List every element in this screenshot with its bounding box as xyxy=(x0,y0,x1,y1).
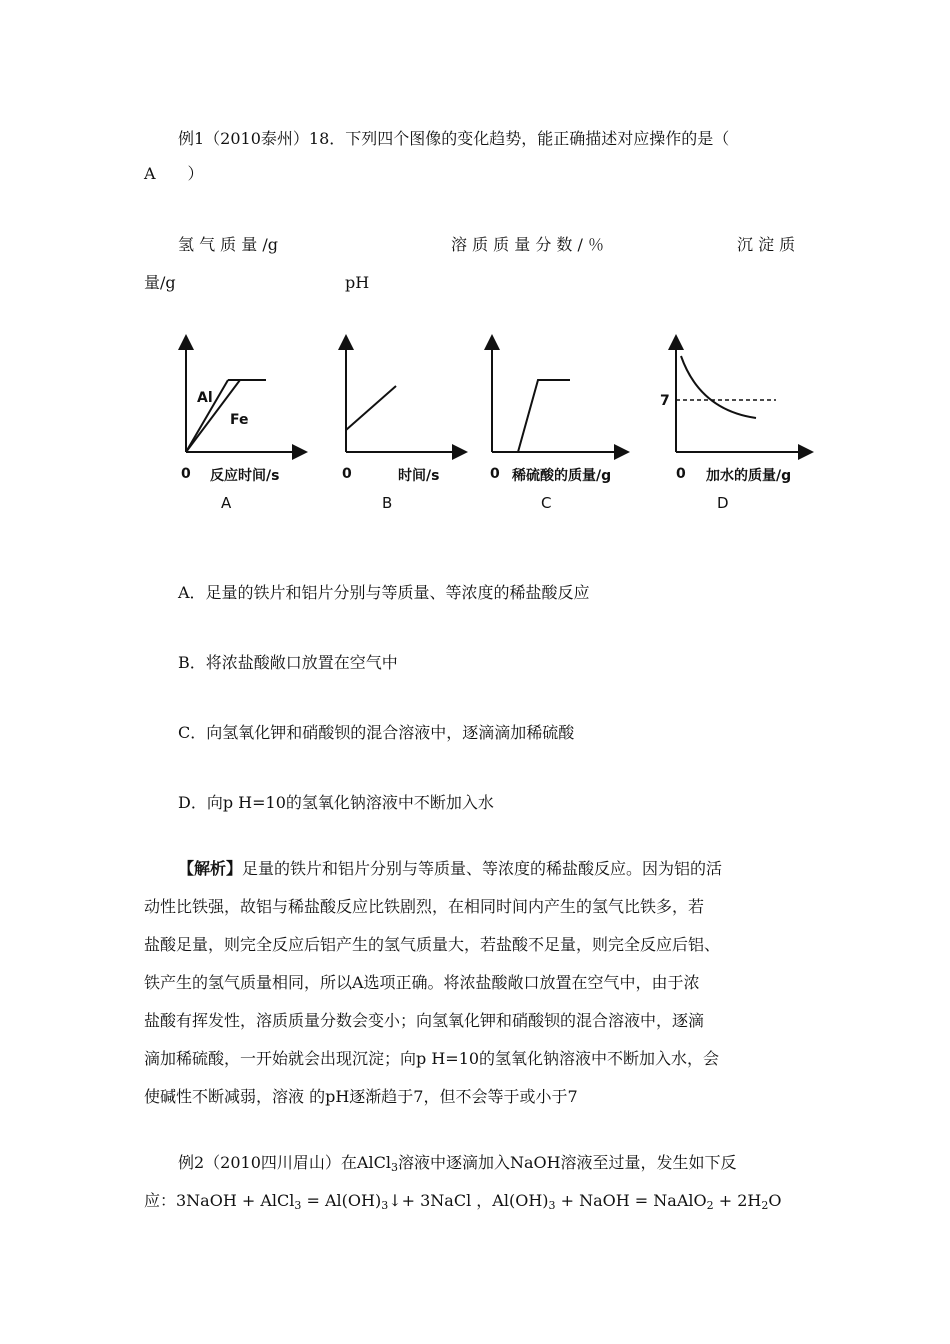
analysis-text-1: 足量的铁片和铝片分别与等质量、等浓度的稀盐酸反应。因为铝的活 xyxy=(242,859,723,878)
example2-sub-2a: 3 xyxy=(294,1199,302,1212)
graph-c-xlabel: 稀硫酸的质量/g xyxy=(512,468,612,484)
analysis-line-2: 动性比铁强，故铝与稀盐酸反应比铁剧烈，在相同时间内产生的氢气比铁多，若 xyxy=(144,897,705,916)
option-d: D．向p H=10的氢氧化钠溶液中不断加入水 xyxy=(178,793,494,812)
graph-a-label-al: Al xyxy=(197,390,213,406)
example2-sub-2e: 2 xyxy=(761,1199,769,1212)
analysis-line-7: 使碱性不断减弱，溶液 的pH逐渐趋于7，但不会等于或小于7 xyxy=(144,1087,578,1106)
question-answer-line: A ） xyxy=(144,164,204,183)
graph-c-line xyxy=(518,380,570,452)
graph-a-origin: 0 xyxy=(181,466,191,482)
graph-c-letter: C xyxy=(541,494,552,512)
graph-b-origin: 0 xyxy=(342,466,352,482)
example2-text-2d: + NaOH = NaAlO xyxy=(555,1191,707,1210)
analysis-tag: 【解析】 xyxy=(178,859,243,878)
graph-a-xlabel: 反应时间/s xyxy=(210,468,280,484)
question-line-1: 例1（2010泰州）18．下列四个图像的变化趋势，能正确描述对应操作的是（ xyxy=(178,129,730,148)
graph-d-curve xyxy=(681,356,756,418)
example2-text-2e: + 2H xyxy=(713,1191,762,1210)
example2-text-1b: 溶液中逐滴加入NaOH溶液至过量，发生如下反 xyxy=(397,1153,737,1172)
graph-d-xlabel: 加水的质量/g xyxy=(706,468,792,484)
example2-text-1a: 例2（2010四川眉山）在AlCl xyxy=(178,1153,391,1172)
example2-text-2c: ↓+ 3NaCl ，Al(OH) xyxy=(388,1191,549,1210)
graph-d xyxy=(676,342,806,452)
option-a: A．足量的铁片和铝片分别与等质量、等浓度的稀盐酸反应 xyxy=(178,583,590,602)
example2-line-2 xyxy=(144,1190,781,1217)
graph-d-letter: D xyxy=(717,494,729,512)
graph-c xyxy=(492,342,622,452)
example2-text-2a: 应：3NaOH + AlCl xyxy=(144,1191,295,1210)
graph-a-letter: A xyxy=(221,494,232,512)
graph-c-ylabel: 溶 质 质 量 分 数 / ％ xyxy=(451,235,604,254)
analysis-line-6: 滴加稀硫酸，一开始就会出现沉淀；向p H=10的氢氧化钠溶液中不断加入水，会 xyxy=(144,1049,720,1068)
option-b: B．将浓盐酸敞口放置在空气中 xyxy=(178,653,398,672)
graph-d-origin: 0 xyxy=(676,466,686,482)
graph-a-label-fe: Fe xyxy=(230,412,249,428)
graph-d-ref-label: 7 xyxy=(660,393,670,409)
graph-d-ylabel-part1: 沉 淀 质 xyxy=(737,235,796,254)
graph-b-ylabel: pH xyxy=(345,273,370,292)
graph-a-ylabel: 氢 气 质 量 /g xyxy=(178,235,278,254)
option-c: C．向氢氧化钾和硝酸钡的混合溶液中，逐滴滴加稀硫酸 xyxy=(178,723,575,742)
analysis-line-3: 盐酸足量，则完全反应后铝产生的氢气质量大，若盐酸不足量，则完全反应后铝、 xyxy=(144,935,721,954)
example2-text-2b: = Al(OH) xyxy=(301,1191,382,1210)
graphs-figure xyxy=(0,330,950,530)
example2-sub-1: 3 xyxy=(390,1161,398,1174)
example2-line-1 xyxy=(178,1152,737,1179)
graph-d-ylabel-part2: 量/g xyxy=(144,273,176,292)
graph-c-origin: 0 xyxy=(490,466,500,482)
analysis-line-1 xyxy=(178,858,722,880)
graph-b-xlabel: 时间/s xyxy=(398,468,440,484)
graph-b xyxy=(346,342,460,452)
analysis-line-4: 铁产生的氢气质量相同，所以A选项正确。将浓盐酸敞口放置在空气中，由于浓 xyxy=(144,973,700,992)
analysis-line-5: 盐酸有挥发性，溶质质量分数会变小；向氢氧化钾和硝酸钡的混合溶液中，逐滴 xyxy=(144,1011,705,1030)
example2-text-2f: O xyxy=(768,1191,782,1210)
example2-sub-2c: 3 xyxy=(548,1199,556,1212)
graph-b-line xyxy=(346,386,396,430)
example2-sub-2b: 3 xyxy=(381,1199,389,1212)
graph-b-letter: B xyxy=(382,494,393,512)
example2-sub-2d: 2 xyxy=(706,1199,714,1212)
